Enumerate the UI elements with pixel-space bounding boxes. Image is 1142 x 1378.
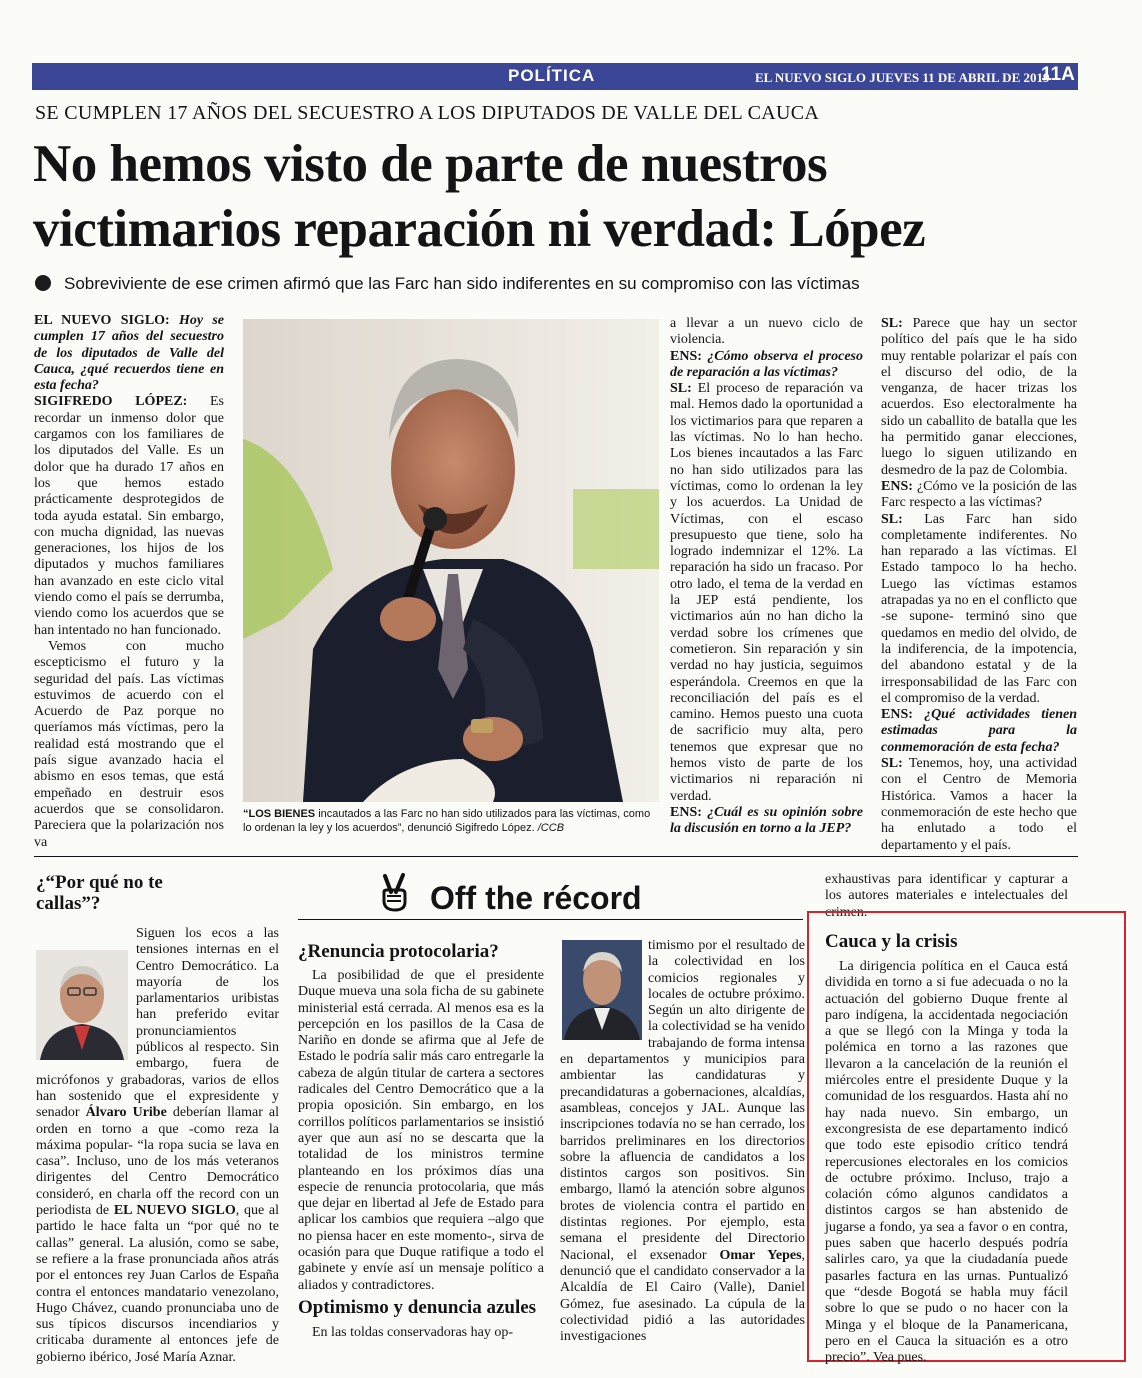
- caption-text: incautados a las Farc no han sido utilizados para las víctimas, como lo ordenan la ley y los acuerdos”, denunció Sigifredo López.: [243, 808, 651, 834]
- answer-label: SL:: [881, 316, 903, 331]
- interview-answer: Las Farc han sido completamente indiferentes. No han reparado a las víctimas. El Estado tampoco lo ha hecho. Luego las víctimas estamos atrapadas ya no en el conflicto que -se supone- terminó sino que quedamos en medio del olvido, de la indiferencia, de la impotencia, del abandono estatal y de la irresponsabilidad de las Farc con el compromiso de la verdad.: [881, 511, 1077, 706]
- story-paragraph: En las toldas conservadoras hay op-: [312, 1325, 513, 1340]
- off-the-record-rule: [298, 919, 803, 920]
- question-label: ENS:: [881, 707, 913, 723]
- story-text-renuncia-protocolaria: [298, 968, 544, 1294]
- interview-column-1: [34, 313, 224, 851]
- interview-question: ¿Cómo ve la posición de las Farc respecto a las víctimas?: [881, 478, 1078, 511]
- question-label: EL NUEVO SIGLO:: [34, 313, 170, 328]
- interview-answer: Parece que hay un sector político del país que le ha sido muy rentable polarizar el país con el discurso del odio, de la venganza, de hacer trizas los acuerdos. Eso electoralmente ha sido un caballito de batalla que les ha permitido ganar elecciones, luego lo siguen utilizando en desmedro de la paz de Colombia.: [881, 316, 1077, 478]
- story-title-por-que-no-te-callas: ¿“Por qué no te callas”?: [36, 872, 163, 914]
- page-number: 11A: [1041, 64, 1075, 85]
- newspaper-name: EL NUEVO SIGLO: [113, 1203, 236, 1219]
- peace-sign-hand-icon: [377, 872, 411, 912]
- interview-question: ¿Qué actividades tienen estimadas para la conmemoración de esta fecha?: [881, 707, 1078, 755]
- story-text-optimismo-start: [298, 1325, 544, 1341]
- story-title-renuncia-protocolaria: ¿Renuncia protocolaria?: [298, 941, 499, 962]
- story-text-por-que-no-te-callas: [36, 926, 279, 1366]
- person-name: Álvaro Uribe: [85, 1105, 167, 1121]
- section-divider: [34, 856, 1078, 857]
- answer-label: SL:: [670, 381, 692, 397]
- section-name: POLÍTICA: [508, 66, 596, 85]
- interview-answer: Tenemos, hoy, una actividad con el Centro de Memoria Histórica. Vamos a hacer la conmemoración de este hecho que ha enlutado a todo el departamento y el país.: [881, 756, 1077, 853]
- interview-column-2: [670, 316, 863, 838]
- story-title-cauca-y-la-crisis: Cauca y la crisis: [825, 931, 958, 952]
- interview-answer: El proceso de reparación va mal. Hemos dado la oportunidad a los victimarios para que reparen a las víctimas. No lo han hecho. Los bienes incautados a las Farc no han sido utilizados para las víctimas, como lo ordenan la ley y los acuerdos. La Unidad de Víctimas, con el escaso presupuesto que tiene, solo ha logrado indemnizar el 12%. La reparación ha sido un fracaso. Por otro lado, el tema de la verdad en la JEP está pendiente, los victimarios aún no han dicho la verdad sobre los crímenes que cometieron. Sin reparación y sin verdad no hay justicia, seguimos esperándola. Creemos en que la reconciliación del país es el camino. Hemos puesto una cuota de sacrificio muy alta, pero tenemos que expresar que no hemos visto de parte de los victimarios ni reparación ni verdad.: [670, 381, 864, 804]
- article-deck: Sobreviviente de ese crimen afirmó que las Farc han sido indiferentes en su compromiso con las víctimas: [64, 274, 860, 293]
- story-paragraph: , denunció que el candidato conservador a la Alcaldía de El Cairo (Valle), Daniel Gómez, fue asesinado. La cúpula de la colectividad pidió a las autoridades investigaciones: [560, 1247, 806, 1345]
- answer-label: SL:: [881, 511, 903, 527]
- story-paragraph: La posibilidad de que el presidente Duque mueva una sola ficha de su gabinete ministerial está cerrada. Al menos esa es la percepción en los pasillos de la Casa de Nariño en donde se afirma que al Jefe de Estado le podría salir más caro entregarle la cabeza de algún titular de cartera a sectores radicales del Centro Democrático que a la propia oposición. Sin embargo, en los corrillos políticos parlamentarios se insistió ayer que aun así no se descarta que la totalidad de los ministros termine planteando en los próximos días una especie de renuncia protocolaria, que más que dejar en libertad al Jefe de Estado para aplicar los cambios que requiera –algo que no piensa hacer en este momento-, sirva de ocasión para que Duque ratifique a todo el gabinete y envíe así un mensaje político a aliados y contradictores.: [298, 968, 544, 1293]
- caption-lead: “LOS BIENES: [243, 808, 316, 820]
- deck-bullet-icon: [35, 275, 51, 291]
- question-label: ENS:: [670, 804, 702, 820]
- story-text-cauca-y-la-crisis: [825, 959, 1068, 1366]
- interview-answer-cont: a llevar a un nuevo ciclo de violencia.: [670, 316, 863, 348]
- story-paragraph: , que al partido le hace falta un “por qué no te callas” general. La alusión, como se sabe, se refiere a la frase pronunciada años atrás por el entonces rey Juan Carlos de España contra el entonces mandatario venezolano, Hugo Chávez, cuando pronunciaba uno de sus típicos discursos incendiarios y criticaba duramente al entonces jefe de gobierno ibérico, José María Aznar.: [36, 1203, 279, 1365]
- interview-question: ¿Cuál es su opinión sobre la discusión en torno a la JEP?: [670, 804, 864, 837]
- story-paragraph: deberían llamar al orden en torno a que -como reza la máxima popular- “la ropa sucia se lava en casa”. Incluso, uno de los más veteranos dirigentes del Centro Democrático consideró, en charla off the record con un periodista de: [36, 1105, 279, 1219]
- caption-credit: /CCB: [537, 822, 565, 834]
- story-text-optimismo-cont: [560, 938, 805, 1345]
- answer-label: SIGIFREDO LÓPEZ:: [34, 394, 188, 410]
- story-paragraph: exhaustivas para identificar y capturar a los autores materiales e intelectuales del crimen.: [825, 872, 1068, 920]
- photo-caption: [243, 807, 659, 835]
- interview-question: ¿Cómo observa el proceso de reparación a las víctimas?: [670, 348, 863, 380]
- story-paragraph: La dirigencia política en el Cauca está dividida en torno a si fue adecuada o no la actuación del gobierno Duque frente al paro indígena, la accidentada negociación a que se llegó con la Minga y toda la polémica en torno a las razones que llevaron a la cancelación de la reunión el miércoles entre el presidente Duque y la comunidad de los resguardos. Hasta ahí no hay nada nuevo. Sin embargo, un excongresista de ese departamento indicó que todo este episodio crítico tendrá repercusiones electorales en los comicios de octubre próximo. Incluso, trajo a colación cómo algunos candidatos a distintos cargos se han abstenido de jugarse a fondo, ya sea a favor o en contra, pues saben que hacerlo después podría salirles caro, ya que la ciudadanía puede pasarles factura en las urnas. Puntualizó que “desde Bogotá se habla muy fácil sobre lo que se pudo o no hacer con la Minga y el bloque de la Panamericana, pero en el Cauca la situación es a otro precio”. Vea pues.: [825, 959, 1068, 1366]
- off-the-record-title: Off the récord: [430, 880, 642, 916]
- answer-label: SL:: [881, 756, 903, 772]
- article-headline: No hemos visto de parte de nuestros victimarios reparación ni verdad: López: [33, 135, 926, 258]
- question-label: ENS:: [881, 478, 913, 494]
- question-label: ENS:: [670, 348, 702, 364]
- story-paragraph: timismo por el resultado de la colectividad en los comicios regionales y locales de octubre próximo. Según un alto dirigente de la colectividad se ha venido trabajando de forma intensa en departamentos y municipios para ambientar las candidaturas y precandidaturas a gobernaciones, alcaldías, asambleas, concejos y JAL. Aunque las inscripciones todavía no se han cerrado, los barridos preliminares en los directorios sobre la afluencia de candidatos a los distintos cargos son positivos. Sin embargo, llamó la atención sobre algunos brotes de violencia contra el partido en distintas regiones. Por ejemplo, esta semana el presidente del Directorio Nacional, el exsenador: [560, 938, 805, 1263]
- interview-column-3: [881, 316, 1077, 854]
- newspaper-date-line: EL NUEVO SIGLO JUEVES 11 DE ABRIL DE 2019: [755, 70, 1050, 85]
- article-kicker: SE CUMPLEN 17 AÑOS DEL SECUESTRO A LOS DIPUTADOS DE VALLE DEL CAUCA: [35, 102, 820, 124]
- interview-answer-cont: Vemos con mucho escepticismo el futuro y la seguridad del país. Las víctimas estuvimos de acuerdo con el Acuerdo de Paz porque no queríamos más víctimas, pero la realidad está mostrando que el país sigue avanzado hacia el abismo en esos temas, que está empeñado en destruir esos acuerdos que se consolidaron. Pareciera que la polarización nos va: [34, 638, 224, 850]
- person-name: Omar Yepes: [719, 1247, 802, 1263]
- story-paragraph: Siguen los ecos a las tensiones internas en el Centro Democrático. La mayoría de los parlamentarios uribistas han preferido evitar pronunciamientos públicos al respecto. Sin embargo, fuera de micrófonos y grabadoras, varios de ellos han sostenido que el expresidente y senador: [36, 926, 279, 1121]
- story-title-optimismo-y-denuncia: Optimismo y denuncia azules: [298, 1297, 537, 1318]
- article-photo: [243, 319, 659, 802]
- interview-question: Hoy se cumplen 17 años del secuestro de los diputados de Valle del Cauca, ¿qué recuerdos tiene en esta fecha?: [34, 313, 225, 394]
- interview-answer: Es recordar un inmenso dolor que cargamos con los familiares de los diputados del Valle. Es un dolor que ha durado 17 años en los que hemos estado prácticamente desprotegidos de toda ayuda estatal. Sin embargo, con mucha dignidad, las nuevas generaciones, los hijos de los diputados y muchos familiares han avanzado en este ciclo vital viendo como el país se derrumba, viendo como los acuerdos que se han intentado no han funcionado.: [34, 394, 224, 638]
